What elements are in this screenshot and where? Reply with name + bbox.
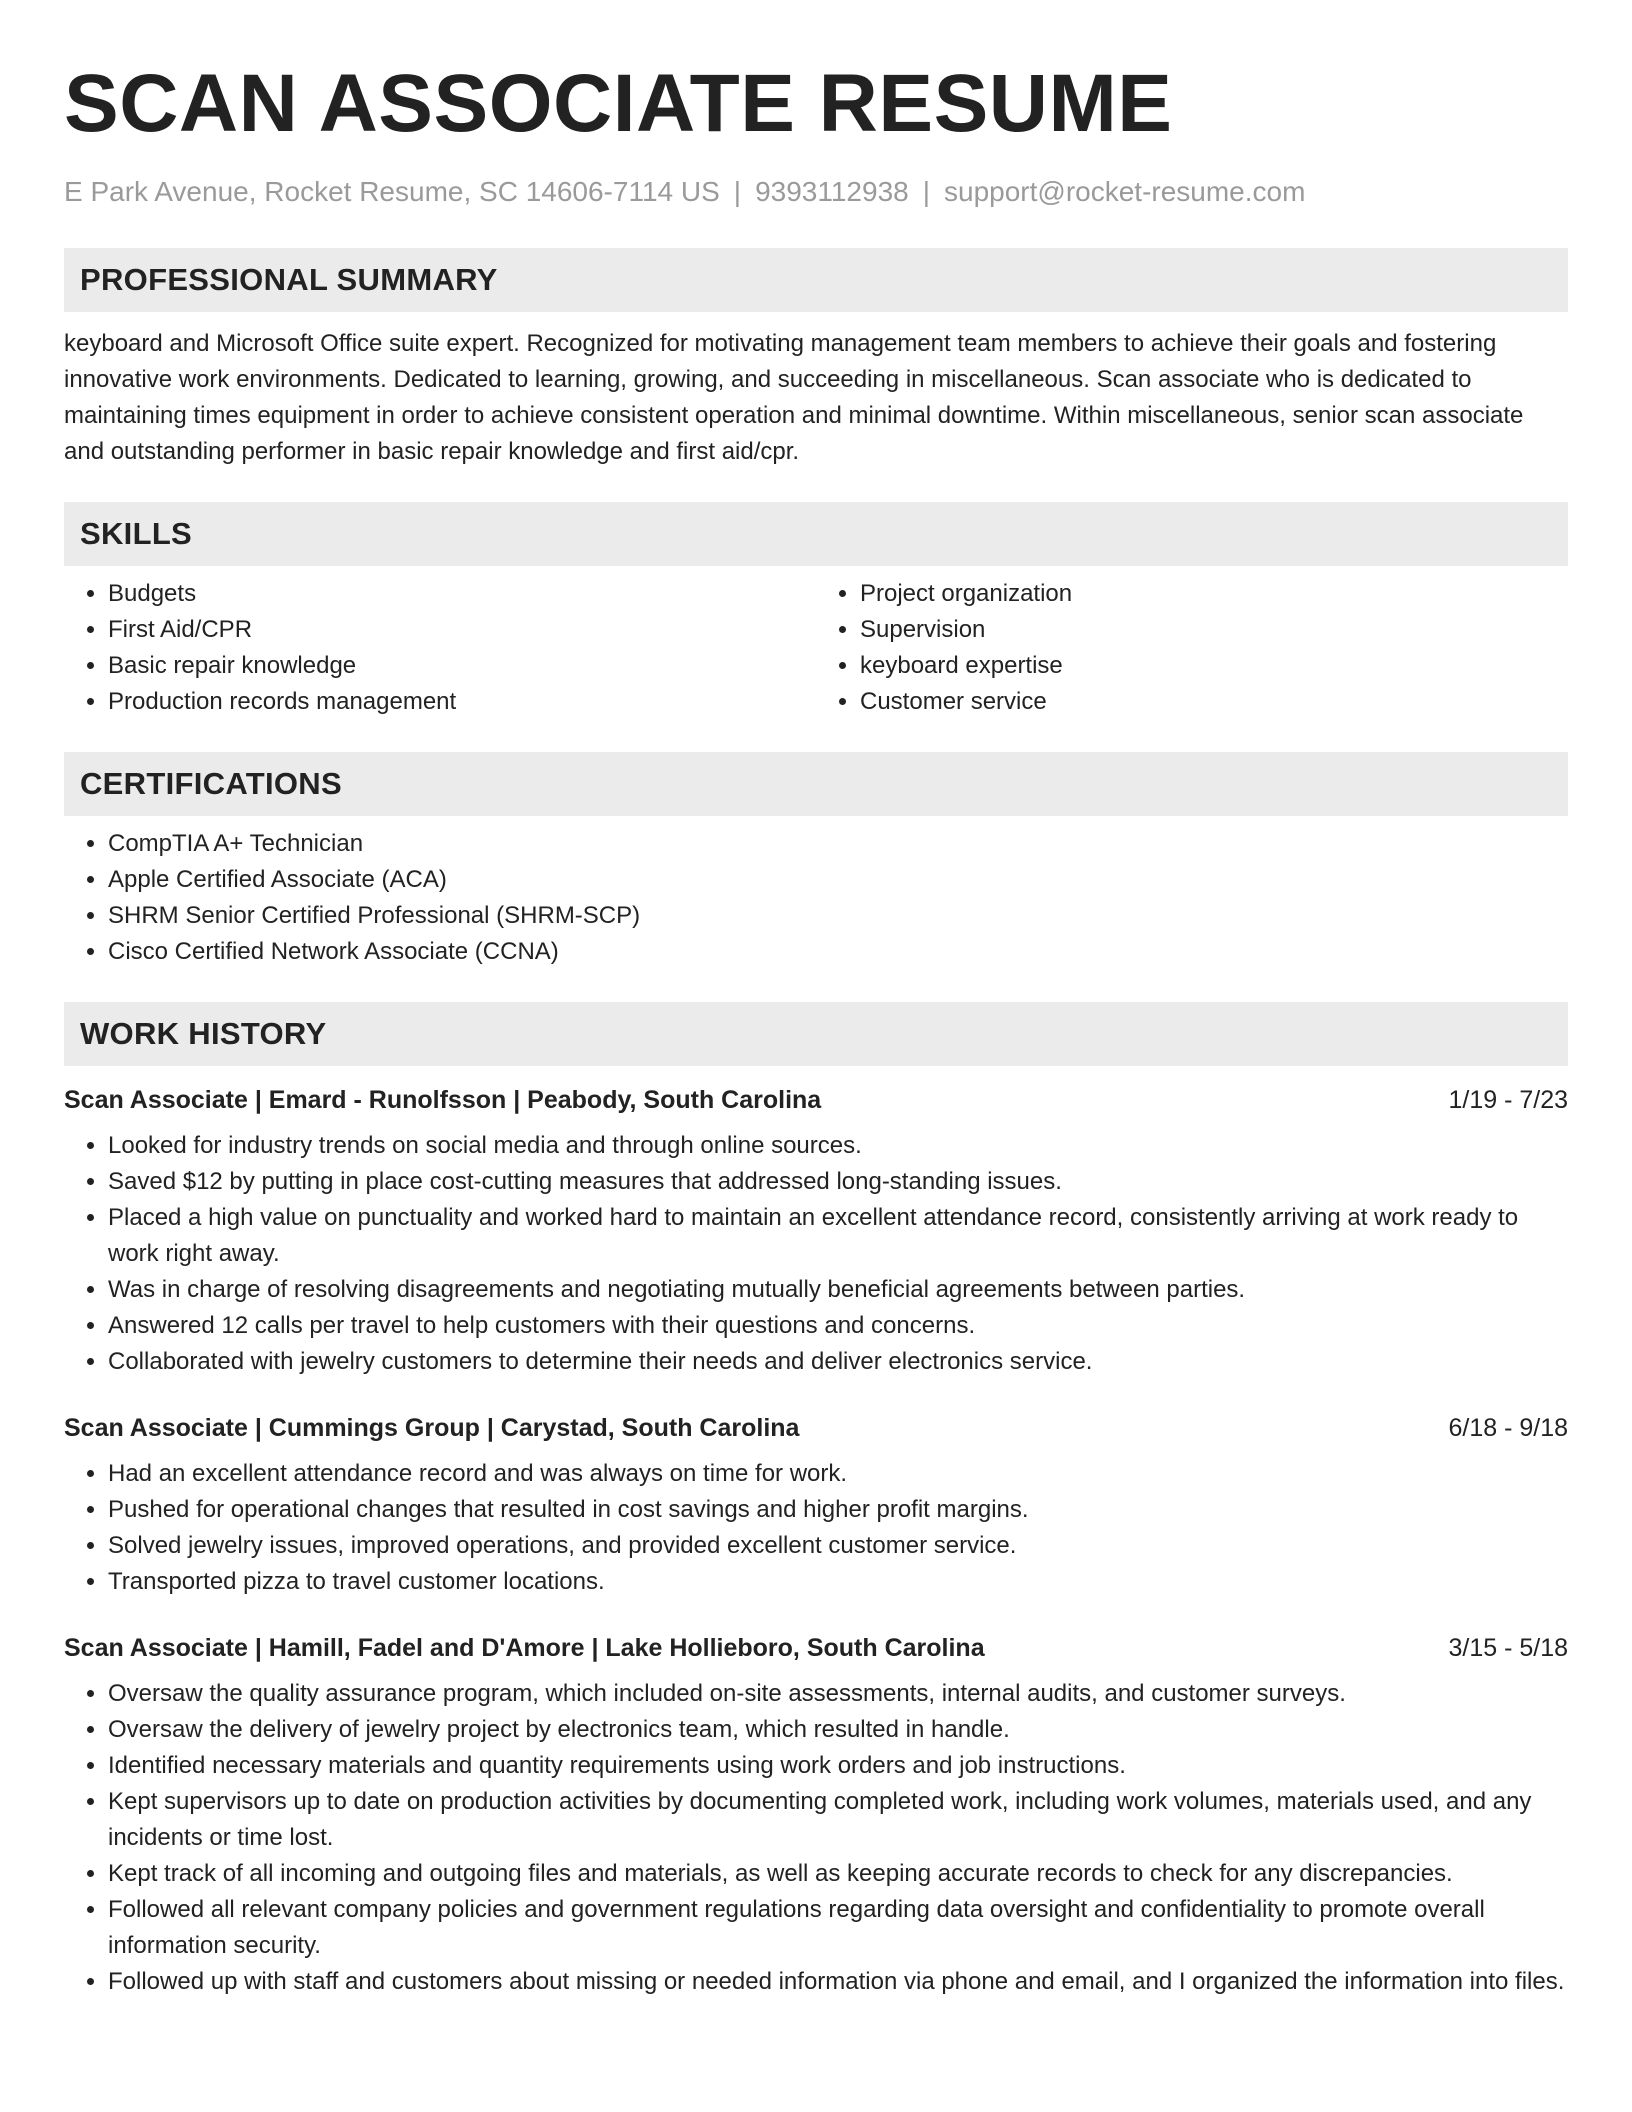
job-dates: 1/19 - 7/23 xyxy=(1448,1086,1568,1114)
skills-grid xyxy=(64,566,1568,720)
job-dates: 6/18 - 9/18 xyxy=(1448,1414,1568,1442)
contact-line xyxy=(64,174,1568,210)
list-item: • Identified necessary materials and quantity requirements using work orders and job instructions. xyxy=(108,1748,1568,1784)
job-entry xyxy=(64,1630,1568,2000)
list-item: • Had an excellent attendance record and was always on time for work. xyxy=(108,1456,1568,1492)
list-item: • Answered 12 calls per travel to help customers with their questions and concerns. xyxy=(108,1308,1568,1344)
contact-phone: 9393112938 xyxy=(755,176,909,207)
job-title: Scan Associate | Emard - Runolfsson | Peabody, South Carolina xyxy=(64,1086,822,1114)
list-item: • Budgets xyxy=(108,576,816,612)
job-title: Scan Associate | Cummings Group | Carystad, South Carolina xyxy=(64,1414,800,1442)
list-item: • Solved jewelry issues, improved operations, and provided excellent customer service. xyxy=(108,1528,1568,1564)
list-item: • First Aid/CPR xyxy=(108,612,816,648)
contact-email: support@rocket-resume.com xyxy=(944,176,1306,207)
list-item: • Looked for industry trends on social media and through online sources. xyxy=(108,1128,1568,1164)
list-item: • Apple Certified Associate (ACA) xyxy=(108,862,1568,898)
job-title: Scan Associate | Hamill, Fadel and D'Amore | Lake Hollieboro, South Carolina xyxy=(64,1634,985,1662)
certifications-list xyxy=(64,826,1568,970)
section-heading-work-history: WORK HISTORY xyxy=(64,1002,1568,1066)
list-item: • Project organization xyxy=(860,576,1568,612)
list-item: • Oversaw the delivery of jewelry project by electronics team, which resulted in handle. xyxy=(108,1712,1568,1748)
section-heading-certifications: CERTIFICATIONS xyxy=(64,752,1568,816)
skills-list-left xyxy=(64,576,816,720)
work-history-list xyxy=(64,1082,1568,2000)
skills-list-right xyxy=(816,576,1568,720)
list-item: • CompTIA A+ Technician xyxy=(108,826,1568,862)
section-heading-skills: SKILLS xyxy=(64,502,1568,566)
job-bullets xyxy=(64,1676,1568,2000)
list-item: • Saved $12 by putting in place cost-cutting measures that addressed long-standing issues. xyxy=(108,1164,1568,1200)
list-item: • Oversaw the quality assurance program, which included on-site assessments, internal audits, and customer surveys. xyxy=(108,1676,1568,1712)
list-item: • Kept supervisors up to date on production activities by documenting completed work, including work volumes, materials used, and any incidents or time lost. xyxy=(108,1784,1568,1856)
list-item: • Was in charge of resolving disagreements and negotiating mutually beneficial agreements between parties. xyxy=(108,1272,1568,1308)
resume-title: SCAN ASSOCIATE RESUME xyxy=(64,58,1173,149)
list-item: • Collaborated with jewelry customers to determine their needs and deliver electronics service. xyxy=(108,1344,1568,1380)
list-item: • SHRM Senior Certified Professional (SHRM-SCP) xyxy=(108,898,1568,934)
list-item: • Basic repair knowledge xyxy=(108,648,816,684)
contact-address: E Park Avenue, Rocket Resume, SC 14606-7114 US xyxy=(64,176,720,207)
contact-separator: | xyxy=(922,176,930,207)
job-entry xyxy=(64,1410,1568,1600)
list-item: • Pushed for operational changes that resulted in cost savings and higher profit margins. xyxy=(108,1492,1568,1528)
section-heading-summary: PROFESSIONAL SUMMARY xyxy=(64,248,1568,312)
list-item: • Followed all relevant company policies and government regulations regarding data oversight and confidentiality to promote overall information security. xyxy=(108,1892,1568,1964)
job-header xyxy=(64,1082,1568,1118)
list-item: • Followed up with staff and customers about missing or needed information via phone and email, and I organized the information into files. xyxy=(108,1964,1568,2000)
job-dates: 3/15 - 5/18 xyxy=(1448,1634,1568,1662)
list-item: • Customer service xyxy=(860,684,1568,720)
list-item: • Kept track of all incoming and outgoing files and materials, as well as keeping accurate records to check for any discrepancies. xyxy=(108,1856,1568,1892)
summary-text: keyboard and Microsoft Office suite expert. Recognized for motivating management team members to achieve their goals and fostering innovative work environments. Dedicated to learning, growing, and succeeding in miscellaneous. Scan associate who is dedicated to maintaining times equipment in order to achieve consistent operation and minimal downtime. Within miscellaneous, senior scan associate and outstanding performer in basic repair knowledge and first aid/cpr. xyxy=(64,330,1524,465)
list-item: • Placed a high value on punctuality and worked hard to maintain an excellent attendance record, consistently arriving at work ready to work right away. xyxy=(108,1200,1568,1272)
job-bullets xyxy=(64,1128,1568,1380)
job-header xyxy=(64,1630,1568,1666)
list-item: • keyboard expertise xyxy=(860,648,1568,684)
list-item: • Production records management xyxy=(108,684,816,720)
list-item: • Supervision xyxy=(860,612,1568,648)
job-bullets xyxy=(64,1456,1568,1600)
job-entry xyxy=(64,1082,1568,1380)
job-header xyxy=(64,1410,1568,1446)
list-item: • Cisco Certified Network Associate (CCNA) xyxy=(108,934,1568,970)
list-item: • Transported pizza to travel customer locations. xyxy=(108,1564,1568,1600)
contact-separator: | xyxy=(733,176,742,207)
